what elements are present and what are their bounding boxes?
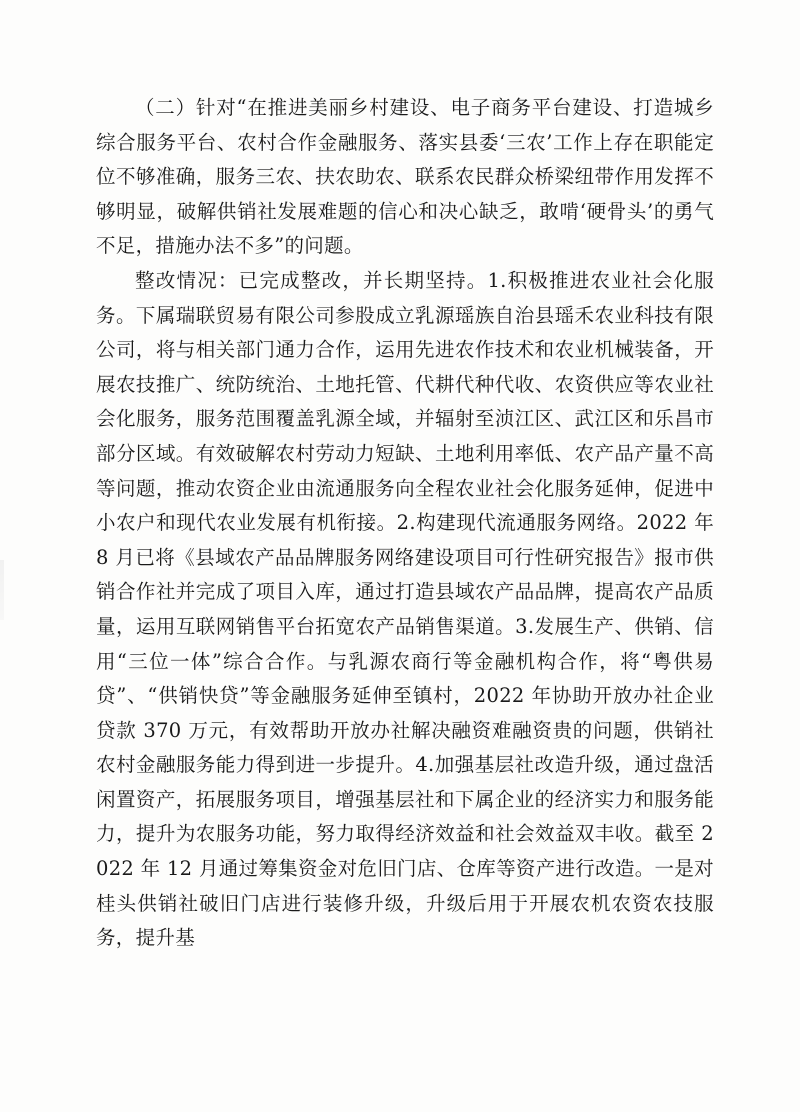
document-body — [96, 91, 714, 956]
paragraph-rectification-status: 整改情况：已完成整改，并长期坚持。1.积极推进农业社会化服务。下属瑞联贸易有限公司参股成立乳源瑶族自治县瑶禾农业科技有限公司，将与相关部门通力合作，运用先进农作技术和农业机械装备，开展农技推广、统防统治、土地托管、代耕代种代收、农资供应等农业社会化服务，服务范围覆盖乳源全域，并辐射至浈江区、武江区和乐昌市部分区域。有效破解农村劳动力短缺、土地利用率低、农产品产量不高等问题，推动农资企业由流通服务向全程农业社会化服务延伸，促进中小农户和现代农业发展有机衔接。2.构建现代流通服务网络。2022 年 8 月已将《县域农产品品牌服务网络建设项目可行性研究报告》报市供销合作社并完成了项目入库，通过打造县域农产品品牌，提高农产品质量，运用互联网销售平台拓宽农产品销售渠道。3.发展生产、供销、信用“三位一体”综合合作。与乳源农商行等金融机构合作，将“粤供易贷”、“供销快贷”等金融服务延伸至镇村，2022 年协助开放办社企业贷款 370 万元，有效帮助开放办社解决融资难融资贵的问题，供销社农村金融服务能力得到进一步提升。4.加强基层社改造升级，通过盘活闲置资产，拓展服务项目，增强基层社和下属企业的经济实力和服务能力，提升为农服务功能，努力取得经济效益和社会效益双丰收。截至 2022 年 12 月通过筹集资金对危旧门店、仓库等资产进行改造。一是对桂头供销社破旧门店进行装修升级，升级后用于开展农机农资农技服务，提升基 — [96, 268, 714, 950]
scan-edge-mark — [0, 560, 4, 620]
paragraph-issue-heading: （二）针对“在推进美丽乡村建设、电子商务平台建设、打造城乡综合服务平台、农村合作金融服务、落实县委‘三农’工作上存在职能定位不够准确，服务三农、扶农助农、联系农民群众桥梁纽带作用发挥不够明显，破解供销社发展难题的信心和决心缺乏，敢啃‘硬骨头’的勇气不足，措施办法不多”的问题。 — [96, 96, 714, 258]
